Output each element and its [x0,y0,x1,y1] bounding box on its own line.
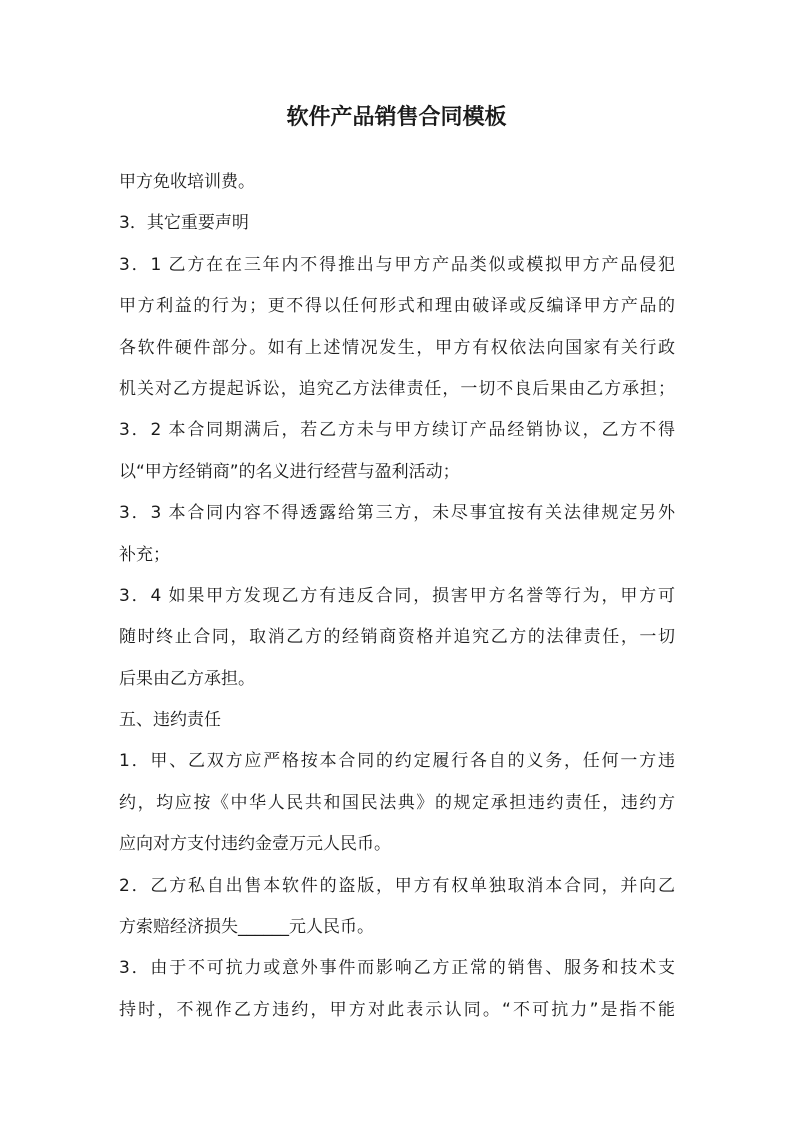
document-title: 软件产品销售合同模板 [286,105,507,130]
text-line: 3．4 如果甲方发现乙方有违反合同，损害甲方名誉等行为，甲方可 [119,585,675,606]
text-line: 机关对乙方提起诉讼，追究乙方法律责任，一切不良后果由乙方承担； [119,378,675,399]
text-line: 3．由于不可抗力或意外事件而影响乙方正常的销售、服务和技术支 [119,958,675,979]
text-line: 3．1 乙方在在三年内不得推出与甲方产品类似或模拟甲方产品侵犯 [119,254,675,275]
text-line: 2．乙方私自出售本软件的盗版，甲方有权单独取消本合同，并向乙 [119,875,675,896]
text-line: 后果由乙方承担。 [119,668,255,689]
text-line: 随时终止合同，取消乙方的经销商资格并追究乙方的法律责任，一切 [119,627,675,648]
text-line: 约，均应按《中华人民共和国民法典》的规定承担违约责任，违约方 [119,792,675,813]
text-line: 应向对方支付违约金壹万元人民币。 [119,834,391,855]
text-line: 补充； [119,544,170,565]
text-line: 3．3 本合同内容不得透露给第三方，未尽事宜按有关法律规定另外 [119,503,675,524]
text-line: 甲方免收培训费。 [119,172,255,192]
document-body [119,162,675,1031]
text-line: 1．甲、乙双方应严格按本合同的约定履行各自的义务，任何一方违 [119,751,675,772]
text-line: 持时，不视作乙方违约，甲方对此表示认同。“不可抗力”是指不能 [119,999,675,1020]
section-heading: 五、违约责任 [119,710,221,731]
text-line: 以“甲方经销商”的名义进行经营与盈利活动； [119,461,460,482]
text-line: 各软件硬件部分。如有上述情况发生，甲方有权依法向国家有关行政 [119,337,675,358]
text-line: 方索赔经济损失______元人民币。 [119,917,374,938]
text-line: 3．2 本合同期满后，若乙方未与甲方续订产品经销协议，乙方不得 [119,420,675,441]
section-heading: 3．其它重要声明 [119,213,249,234]
text-line: 甲方利益的行为；更不得以任何形式和理由破译或反编译甲方产品的 [119,296,675,317]
